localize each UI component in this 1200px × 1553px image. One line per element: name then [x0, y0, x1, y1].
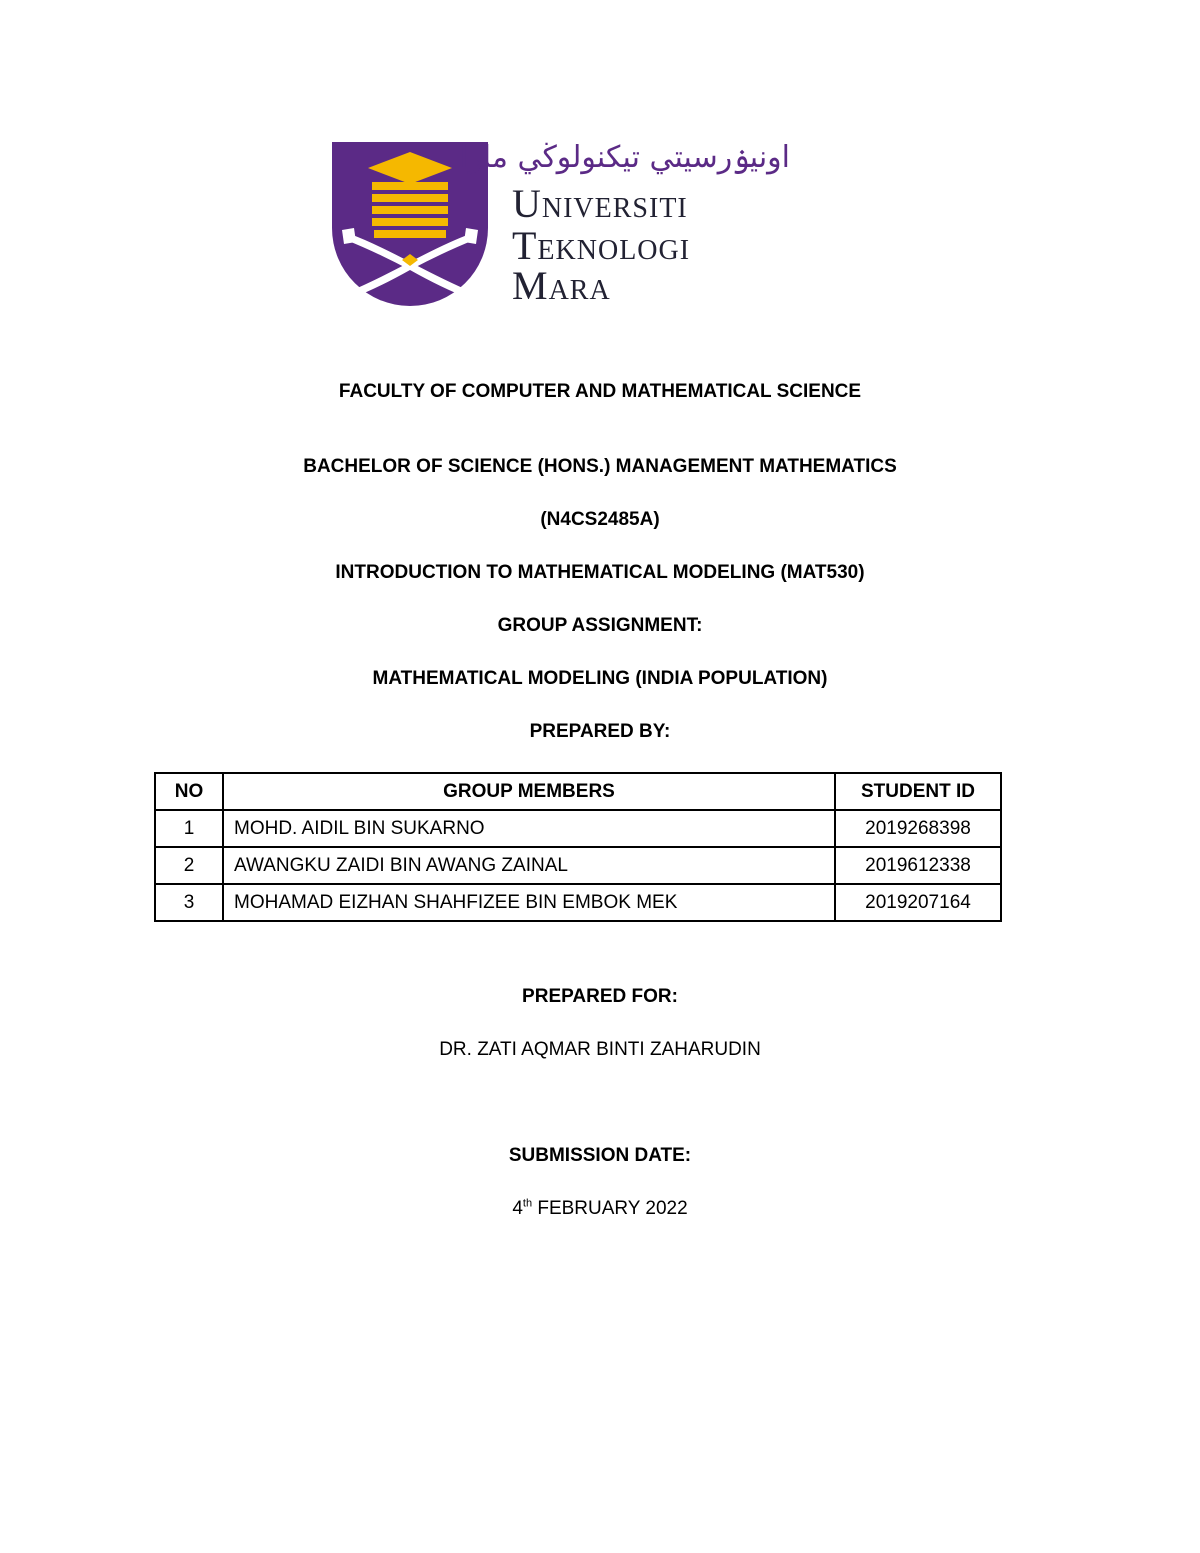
member-name: AWANGKU ZAIDI BIN AWANG ZAINAL [223, 847, 835, 884]
university-logo [332, 138, 792, 308]
faculty-title: FACULTY OF COMPUTER AND MATHEMATICAL SCIENCE [338, 381, 862, 402]
course-title: INTRODUCTION TO MATHEMATICAL MODELING (MAT530) [335, 562, 865, 583]
header-student-id: STUDENT ID [835, 773, 1001, 810]
header-no: NO [155, 773, 223, 810]
member-name: MOHAMAD EIZHAN SHAHFIZEE BIN EMBOK MEK [223, 884, 835, 921]
table-row [155, 847, 1001, 884]
table-header-row [155, 773, 1001, 810]
table-row [155, 810, 1001, 847]
member-name: MOHD. AIDIL BIN SUKARNO [223, 810, 835, 847]
member-student-id: 2019268398 [835, 810, 1001, 847]
member-no: 3 [155, 884, 223, 921]
submission-date-label: SUBMISSION DATE: [508, 1145, 692, 1166]
lecturer-name: DR. ZATI AQMAR BINTI ZAHARUDIN [439, 1039, 761, 1060]
table-row [155, 884, 1001, 921]
logo-jawi-text: اونيۏرسيتي تيكنولوڬي مارا [459, 140, 790, 175]
submission-month-year: FEBRUARY 2022 [532, 1198, 688, 1219]
assignment-title: MATHEMATICAL MODELING (INDIA POPULATION) [372, 668, 828, 689]
member-no: 2 [155, 847, 223, 884]
programme-code: (N4CS2485A) [540, 509, 660, 530]
member-student-id: 2019207164 [835, 884, 1001, 921]
logo-name-line3: Mara [512, 263, 611, 308]
header-group-members: GROUP MEMBERS [223, 773, 835, 810]
prepared-by-label: PREPARED BY: [529, 721, 671, 742]
prepared-for-label: PREPARED FOR: [522, 986, 678, 1007]
programme-title: BACHELOR OF SCIENCE (HONS.) MANAGEMENT MATHEMATICS [303, 456, 897, 477]
submission-day-suffix: th [522, 1197, 533, 1210]
submission-date [0, 1197, 1200, 1221]
logo-name-line2: Teknologi [512, 223, 691, 268]
member-no: 1 [155, 810, 223, 847]
submission-day: 4 [512, 1198, 523, 1219]
group-members-table [154, 772, 1002, 922]
assignment-label: GROUP ASSIGNMENT: [497, 615, 703, 636]
member-student-id: 2019612338 [835, 847, 1001, 884]
logo-name-line1: Universiti [512, 181, 688, 226]
